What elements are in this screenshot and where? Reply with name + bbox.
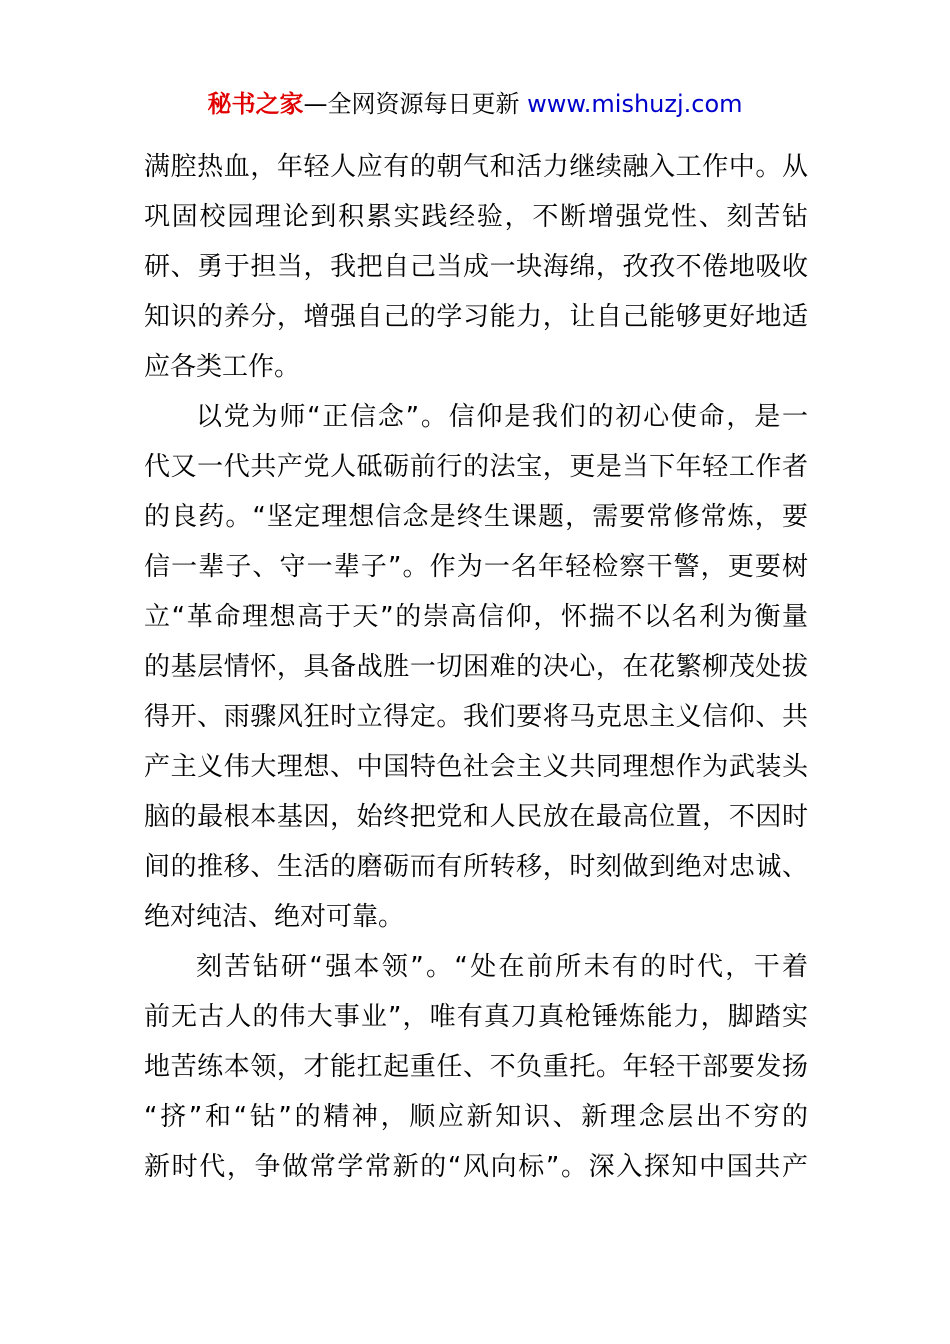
text-line: 巩固校园理论到积累实践经验，不断增强党性、刻苦钻 (144, 202, 808, 232)
text-line: 脑的最根本基因，始终把党和人民放在最高位置，不因时 (144, 802, 808, 832)
text-line: 研、勇于担当，我把自己当成一块海绵，孜孜不倦地吸收 (144, 252, 808, 282)
text-line: 地苦练本领，才能扛起重任、不负重托。年轻干部要发扬 (144, 1052, 808, 1082)
text-line: 满腔热血，年轻人应有的朝气和活力继续融入工作中。从 (144, 152, 808, 182)
text-line: 代又一代共产党人砥砺前行的法宝，更是当下年轻工作者 (144, 452, 808, 482)
text-line: “挤”和“钻”的精神，顺应新知识、新理念层出不穷的 (144, 1102, 808, 1132)
text-line: 的良药。“坚定理想信念是终生课题，需要常修常炼，要 (144, 502, 808, 532)
paragraph-start-line: 刻苦钻研“强本领”。“处在前所未有的时代，干着 (196, 952, 808, 982)
header-tagline: —全网资源每日更新 (303, 90, 528, 118)
brand-name: 秘书之家 (207, 90, 304, 118)
text-line: 知识的养分，增强自己的学习能力，让自己能够更好地适 (144, 302, 808, 332)
text-line: 间的推移、生活的磨砺而有所转移，时刻做到绝对忠诚、 (144, 852, 808, 882)
text-line: 得开、雨骤风狂时立得定。我们要将马克思主义信仰、共 (144, 702, 808, 732)
site-header (0, 88, 950, 120)
text-line: 新时代，争做常学常新的“风向标”。深入探知中国共产 (144, 1152, 808, 1182)
text-line: 应各类工作。 (144, 352, 301, 382)
text-line: 信一辈子、守一辈子”。作为一名年轻检察干警，更要树 (144, 552, 808, 582)
site-url[interactable]: www.mishuzj.com (527, 90, 743, 118)
text-line: 立“革命理想高于天”的崇高信仰，怀揣不以名利为衡量 (144, 602, 808, 632)
document-body (144, 142, 808, 1192)
paragraph-start-line: 以党为师“正信念”。信仰是我们的初心使命，是一 (196, 402, 808, 432)
text-line: 前无古人的伟大事业”，唯有真刀真枪锤炼能力，脚踏实 (144, 1002, 808, 1032)
text-line: 产主义伟大理想、中国特色社会主义共同理想作为武装头 (144, 752, 808, 782)
text-line: 的基层情怀，具备战胜一切困难的决心，在花繁柳茂处拔 (144, 652, 808, 682)
text-line: 绝对纯洁、绝对可靠。 (144, 902, 405, 932)
